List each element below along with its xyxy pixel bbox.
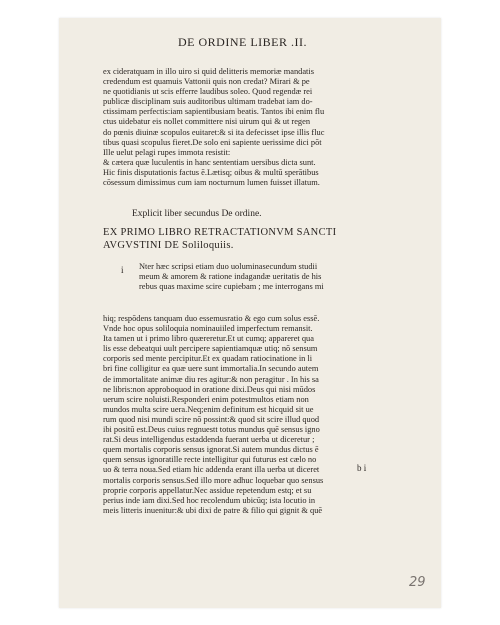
folio-signature: b i bbox=[357, 463, 367, 473]
paragraph-2-indented bbox=[139, 262, 371, 292]
heading-line-2: AVGVSTINI DE Soliloquiis. bbox=[103, 239, 234, 251]
paragraph-1 bbox=[103, 67, 365, 188]
text-line: ctus uidebatur eis nollet committere nisi uirum qui & ut regen bbox=[103, 117, 311, 127]
explicit-line: Explicit liber secundus De ordine. bbox=[132, 209, 262, 219]
text-line: mundos multa scire uera.Neq;enim definitum est hicquid sit ue bbox=[103, 404, 314, 414]
text-line: Nter hæc scripsi etiam duo uoluminasecundum studii bbox=[139, 262, 318, 271]
section-heading bbox=[103, 227, 373, 252]
text-line: uerum scire noluisti.Responderi enim potestmultos etiam non bbox=[103, 394, 309, 404]
text-line: uo & terra noua.Sed etiam hic addenda erant illa uerba ut diceret bbox=[103, 465, 320, 475]
text-line: rat.Si deus intelligendus estaddenda fuerant uerba ut diceretur ; bbox=[103, 435, 315, 445]
text-line: & cætera quæ luculentis in hanc sententiam uersibus dicta sunt. bbox=[103, 157, 316, 167]
text-line: credendum est quamuis Vattonii quis non credat? Mirari & pe bbox=[103, 77, 310, 87]
text-line: Ita tamen ut i primo libro quæreretur.Et ut cumq; appareret qua bbox=[103, 334, 314, 344]
text-line: perius inde iam dixi.Sed hoc recolendum ubicūq; ista locutio in bbox=[103, 495, 316, 505]
text-line: bri fine colligitur ea quæ uere sunt immortalia.In secundo autem bbox=[103, 364, 319, 374]
text-line: Ille uelut pelagi rupes immota resistit: bbox=[103, 147, 231, 157]
text-line: ctissimam perfectis:iam sapientibusiam beatis. Tantos ibi enim flu bbox=[103, 107, 325, 117]
text-line: quem sensus ignoratille recte intelligitur qui futurus est cælo no bbox=[103, 455, 317, 465]
text-line: rum quod nisi mundi scire nō possint:& quod sit scire illud quod bbox=[103, 414, 320, 424]
running-head: DE ORDINE LIBER .II. bbox=[178, 35, 307, 49]
text-line: ne libris:non approboquod in oratione dixi.Deus qui nisi mūdos bbox=[103, 384, 316, 394]
text-line: tibus quasi scopulus fieret.De solo eni sapiente uerissime dici pōt bbox=[103, 137, 322, 147]
text-line: ibi positū est.Deus cuius regnuestt totus mundus quē sensus igno bbox=[103, 425, 320, 435]
text-line: Hic finis disputationis factus ē.Lætisq; oibus & multū sperātibus bbox=[103, 167, 319, 177]
text-line: lis esse debeatqui uult percipere sapientiamquæ utiq; nō sensum bbox=[103, 344, 318, 354]
heading-line-1: EX PRIMO LIBRO RETRACTATIONVM SANCTI bbox=[103, 227, 337, 238]
text-line: proprie corporis appellatur.Nec assidue repetendum estq; et su bbox=[103, 485, 312, 495]
text-line: mortalis corporis sensus.Sed illo more adhuc loquebar quo sensus bbox=[103, 475, 324, 485]
text-line: do pœnis diuinæ scopulos euitaret:& si ita defecisset ipse illis fluc bbox=[103, 127, 325, 137]
paragraph-3 bbox=[103, 314, 365, 516]
pencil-page-number: 29 bbox=[409, 575, 426, 590]
text-line: meum & amorem & ratione indagandæ ueritatis de his bbox=[139, 272, 322, 282]
text-line: cōsessum dimissimus cum iam nocturnum lumen fuisset illatum. bbox=[103, 178, 320, 188]
text-line: meis litteris inuenitur:& ubi dixi de patre & filio qui gignit & quē bbox=[103, 505, 323, 515]
text-line: corporis sed mente percipitur.Et ex quadam ratiocinatione in li bbox=[103, 354, 313, 364]
text-line: quem mortalis corporis sensus ignorat.Si autem mundus dictus ē bbox=[103, 445, 319, 455]
text-line: de immortalitate animæ diu res agitur:& non peragitur . In his sa bbox=[103, 374, 319, 384]
text-line: Vnde hoc opus soliloquia nominauiiled imperfectum remansit. bbox=[103, 324, 313, 334]
initial-letter: i bbox=[121, 265, 124, 275]
text-line: ne quotidianis ut scis efferre laudibus soleo. Quod regendæ rei bbox=[103, 87, 313, 97]
text-line: rebus quas maxime scire cupiebam ; me interrogans mi bbox=[139, 282, 324, 292]
text-line: publicæ disciplinam suis auditoribus ultimam tradebat iam do- bbox=[103, 97, 313, 107]
text-line: hiq; respōdens tanquam duo essemusratio & ego cum solus essē. bbox=[103, 314, 320, 323]
text-line: ex cideratquam in illo uiro si quid delitteris memoriæ mandatis bbox=[103, 67, 314, 76]
